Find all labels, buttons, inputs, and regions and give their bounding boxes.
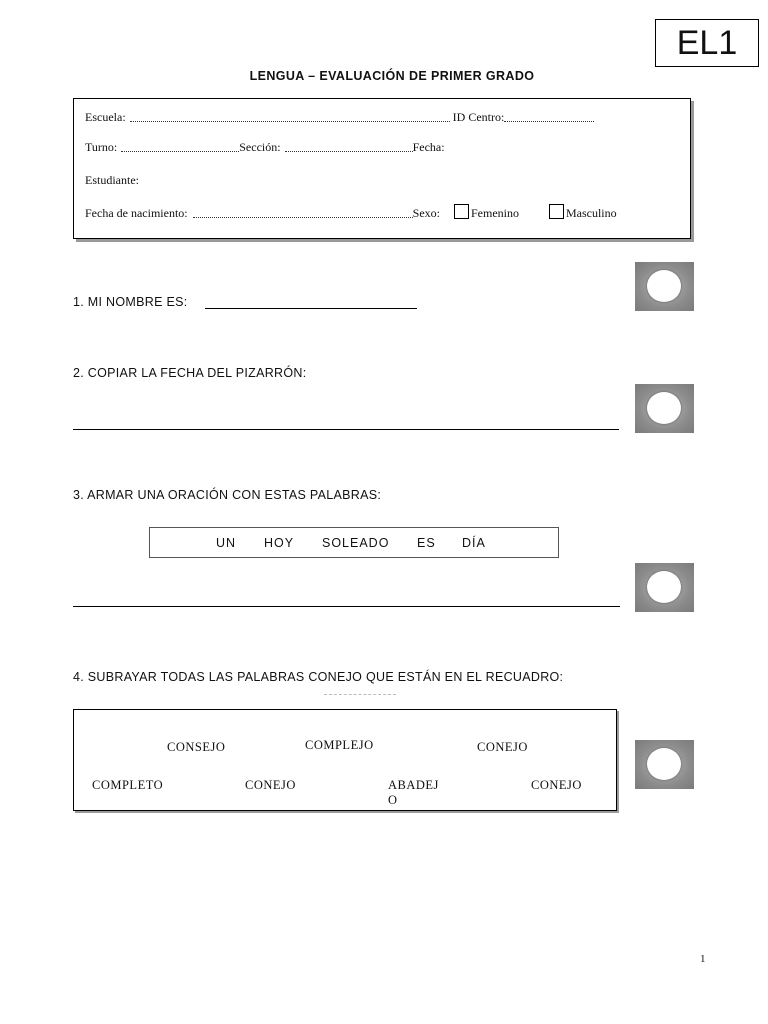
nacimiento-label: Fecha de nacimiento: [85, 206, 188, 220]
score-bubble-2 [635, 384, 694, 433]
fecha-label: Fecha: [412, 140, 445, 154]
question-1: 1. MI NOMBRE ES: [73, 295, 188, 309]
form-code: EL1 [655, 19, 759, 67]
question-3: 3. ARMAR UNA ORACIÓN CON ESTAS PALABRAS: [73, 488, 382, 502]
estudiante-label: Estudiante: [85, 173, 139, 187]
word-item: UN [216, 536, 237, 550]
score-circle-icon [647, 270, 681, 302]
answer-line-3[interactable] [73, 606, 620, 607]
masculino-label: Masculino [565, 206, 617, 220]
word-item[interactable]: CONSEJO [167, 740, 226, 754]
score-circle-icon [647, 748, 681, 780]
turno-label: Turno: [85, 140, 118, 154]
nacimiento-field[interactable] [193, 217, 413, 218]
masculino-checkbox[interactable] [549, 204, 564, 219]
score-bubble-1 [635, 262, 694, 311]
seccion-label: Sección: [239, 140, 281, 154]
word-item[interactable]: CONEJO [531, 778, 582, 792]
word-item[interactable]: COMPLEJO [305, 738, 374, 752]
score-circle-icon [647, 571, 681, 603]
escuela-field[interactable] [130, 121, 450, 122]
femenino-label: Femenino [470, 206, 519, 220]
question-2: 2. COPIAR LA FECHA DEL PIZARRÓN: [73, 366, 307, 380]
decorative-mark [324, 691, 396, 695]
word-item: HOY [264, 536, 295, 550]
word-item[interactable]: ABADEJ O [388, 778, 439, 807]
id-centro-field[interactable] [504, 121, 594, 122]
word-item: SOLEADO [322, 536, 390, 550]
word-item[interactable]: COMPLETO [92, 778, 164, 792]
answer-line-2[interactable] [73, 429, 619, 430]
row-turno [85, 139, 672, 155]
turno-field[interactable] [121, 151, 239, 152]
word-item[interactable]: CONEJO [477, 740, 528, 754]
word-bank-box [149, 527, 559, 558]
page-number: 1 [700, 953, 706, 965]
id-centro-label: ID Centro: [452, 110, 505, 124]
word-item: ES [417, 536, 436, 550]
score-circle-icon [647, 392, 681, 424]
score-bubble-4 [635, 740, 694, 789]
word-item: DÍA [462, 536, 486, 550]
row-nacimiento [85, 205, 672, 221]
student-info-box [73, 98, 691, 239]
row-estudiante [85, 172, 672, 188]
words-box [73, 709, 617, 811]
seccion-field[interactable] [285, 151, 413, 152]
femenino-checkbox[interactable] [454, 204, 469, 219]
escuela-label: Escuela: [85, 110, 126, 124]
score-bubble-3 [635, 563, 694, 612]
word-item[interactable]: CONEJO [245, 778, 296, 792]
answer-line-1[interactable] [205, 308, 417, 309]
sexo-label: Sexo: [412, 206, 440, 220]
page-title: LENGUA – EVALUACIÓN DE PRIMER GRADO [249, 69, 535, 83]
question-4: 4. SUBRAYAR TODAS LAS PALABRAS CONEJO QUE ESTÁN EN EL RECUADRO: [73, 670, 564, 684]
row-escuela [85, 109, 672, 125]
